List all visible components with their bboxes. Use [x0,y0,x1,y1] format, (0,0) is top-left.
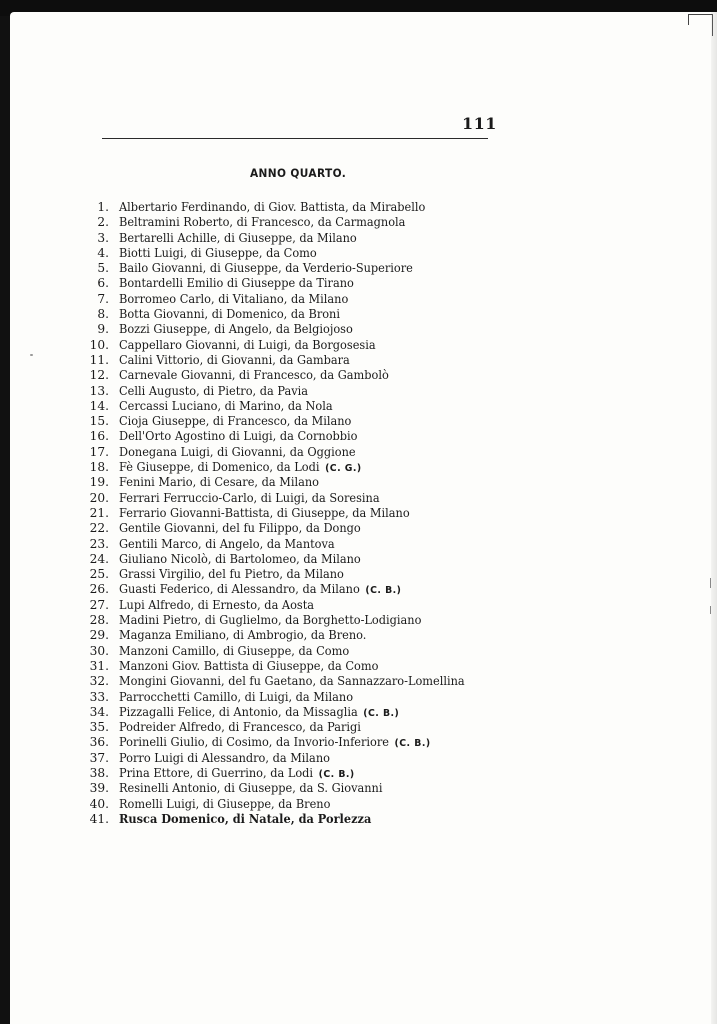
list-item [86,215,491,230]
entry-number: 21. [89,505,109,520]
edge-speck [710,606,711,614]
list-item [86,766,491,781]
list-item [86,445,491,460]
entry-text-wrap [119,582,401,597]
entry-text-wrap [119,705,399,720]
entry-text: Prina Ettore, di Guerrino, da Lodi [119,765,314,780]
list-item [86,720,491,735]
entry-text: Bontardelli Emilio di Giuseppe da Tirano [119,276,354,291]
entry-number: 36. [89,735,109,750]
entry-note: (C. B.) [394,738,431,750]
entry-text: Celli Augusto, di Pietro, da Pavia [119,383,309,398]
entry-number: 41. [89,811,109,826]
entry-text: Ferrario Giovanni-Battista, di Giuseppe, da Milano [119,505,410,520]
entry-text: Bertarelli Achille, di Giuseppe, da Milano [119,230,357,245]
list-item [86,797,491,812]
list-item [86,812,491,827]
list-item [86,261,491,276]
list-item [86,231,491,246]
entry-number: 38. [89,765,109,780]
entry-text: Albertario Ferdinando, di Giov. Battista, da Mirabello [119,200,426,214]
entry-number: 8. [97,307,109,322]
entry-text-wrap [119,766,355,781]
page-corner-stem [712,14,714,36]
list-item [86,506,491,521]
list-item [86,491,491,506]
entry-text: Biotti Luigi, di Giuseppe, da Como [119,245,317,260]
list-item [86,644,491,659]
entry-number: 30. [89,643,109,658]
entry-number: 15. [89,414,109,429]
entry-number: 27. [89,597,109,612]
list-item [86,429,491,444]
entry-number: 2. [97,215,109,230]
entry-text: Calini Vittorio, di Giovanni, da Gambara [119,352,350,367]
entry-text: Bailo Giovanni, di Giuseppe, da Verderio-Superiore [119,261,413,276]
entry-text-wrap [119,735,431,750]
entry-text: Romelli Luigi, di Giuseppe, da Breno [119,796,331,811]
list-item [86,537,491,552]
entry-text: Mongini Giovanni, del fu Gaetano, da Sannazzaro-Lomellina [119,674,465,689]
list-item [86,735,491,750]
entry-text: Parrocchetti Camillo, di Luigi, da Milano [119,689,354,704]
entry-note: (C. B.) [365,585,402,597]
entry-note: (C. B.) [363,707,400,719]
list-item [86,567,491,582]
list-item [86,475,491,490]
entry-number: 20. [89,490,109,505]
entry-number: 6. [97,276,109,291]
entry-number: 18. [89,460,109,475]
list-item [86,399,491,414]
entry-number: 25. [89,567,109,582]
entry-number: 13. [89,383,109,398]
list-item [86,521,491,536]
entry-number: 16. [89,429,109,444]
entry-text: Maganza Emiliano, di Ambrogio, da Breno. [119,628,367,643]
list-item [86,460,491,475]
entry-number: 24. [89,551,109,566]
list-item [86,582,491,597]
entry-number: 5. [97,261,109,276]
entry-number: 4. [97,245,109,260]
paper-speck [30,354,33,356]
list-item [86,751,491,766]
entry-number: 7. [97,291,109,306]
entry-number: 35. [89,720,109,735]
entry-text: Cioja Giuseppe, di Francesco, da Milano [119,414,352,429]
list-item [86,781,491,796]
entry-number: 1. [97,200,109,214]
entry-number: 39. [89,781,109,796]
entry-number: 23. [89,536,109,551]
entry-text: Gentile Giovanni, del fu Filippo, da Dongo [119,521,361,536]
list-item [86,246,491,261]
entry-number: 12. [89,368,109,383]
list-item [86,628,491,643]
entry-number: 29. [89,628,109,643]
list-item [86,353,491,368]
list-item [86,613,491,628]
entry-text: Borromeo Carlo, di Vitaliano, da Milano [119,291,349,306]
entry-text: Grassi Virgilio, del fu Pietro, da Milano [119,567,344,582]
entry-text: Donegana Luigi, di Giovanni, da Oggione [119,444,356,459]
list-item [86,322,491,337]
entry-text: Podreider Alfredo, di Francesco, da Parigi [119,720,361,735]
entry-text: Porro Luigi di Alessandro, da Milano [119,750,330,765]
entry-text: Beltramini Roberto, di Francesco, da Carmagnola [119,215,406,230]
entry-text: Dell'Orto Agostino di Luigi, da Cornobbio [119,429,358,444]
list-item [86,705,491,720]
list-item [86,200,491,215]
entry-number: 33. [89,689,109,704]
entry-text: Lupi Alfredo, di Ernesto, da Aosta [119,597,315,612]
list-item [86,598,491,613]
entry-text: Bozzi Giuseppe, di Angelo, da Belgiojoso [119,322,353,337]
entry-text-wrap [119,460,362,475]
list-item [86,307,491,322]
page-corner-mark [688,14,713,25]
entry-text: Giuliano Nicolò, di Bartolomeo, da Milano [119,551,361,566]
entry-number: 28. [89,613,109,628]
entry-text: Cercassi Luciano, di Marino, da Nola [119,398,333,413]
entry-text: Resinelli Antonio, di Giuseppe, da S. Giovanni [119,781,383,796]
list-item [86,674,491,689]
entry-number: 17. [89,444,109,459]
list-item [86,552,491,567]
list-item [86,414,491,429]
entry-number: 22. [89,521,109,536]
page-number: 111 [462,114,497,133]
list-item [86,384,491,399]
entry-text: Manzoni Giov. Battista di Giuseppe, da Como [119,658,379,673]
entry-number: 31. [89,658,109,673]
header-rule [102,138,488,139]
entry-number: 32. [89,674,109,689]
entry-text: Madini Pietro, di Guglielmo, da Borghetto-Lodigiano [119,613,422,628]
edge-speck [710,578,711,588]
entry-text: Fenini Mario, di Cesare, da Milano [119,475,319,490]
entry-note: (C. B.) [318,768,355,780]
entry-note: (C. G.) [325,463,362,475]
list-item [86,368,491,383]
entry-number: 3. [97,230,109,245]
entry-number: 11. [89,352,109,367]
entry-text: Carnevale Giovanni, di Francesco, da Gambolò [119,368,389,383]
entry-number: 14. [89,398,109,413]
list-item [86,338,491,353]
list-item [86,276,491,291]
entry-text: Pizzagalli Felice, di Antonio, da Missaglia [119,704,358,719]
entry-number: 40. [89,796,109,811]
entry-text: Manzoni Camillo, di Giuseppe, da Como [119,643,350,658]
entry-number: 34. [89,704,109,719]
entry-number: 26. [89,582,109,597]
entry-text: Porinelli Giulio, di Cosimo, da Invorio-Inferiore [119,735,389,750]
list-item [86,690,491,705]
entry-text: Botta Giovanni, di Domenico, da Broni [119,307,340,322]
entry-text: Fè Giuseppe, di Domenico, da Lodi [119,460,320,475]
entry-number: 37. [89,750,109,765]
entry-text: Rusca Domenico, di Natale, da Porlezza [119,811,372,826]
page-right-edge [711,12,717,1024]
entry-number: 9. [97,322,109,337]
list-item [86,292,491,307]
entry-number: 19. [89,475,109,490]
entry-text: Cappellaro Giovanni, di Luigi, da Borgosesia [119,337,376,352]
entry-text: Gentili Marco, di Angelo, da Mantova [119,536,335,551]
entry-number: 10. [89,337,109,352]
entry-text: Ferrari Ferruccio-Carlo, di Luigi, da Soresina [119,490,380,505]
entry-list [86,200,491,827]
entry-text: Guasti Federico, di Alessandro, da Milano [119,582,360,597]
list-item [86,659,491,674]
section-title: ANNO QUARTO. [250,166,347,180]
